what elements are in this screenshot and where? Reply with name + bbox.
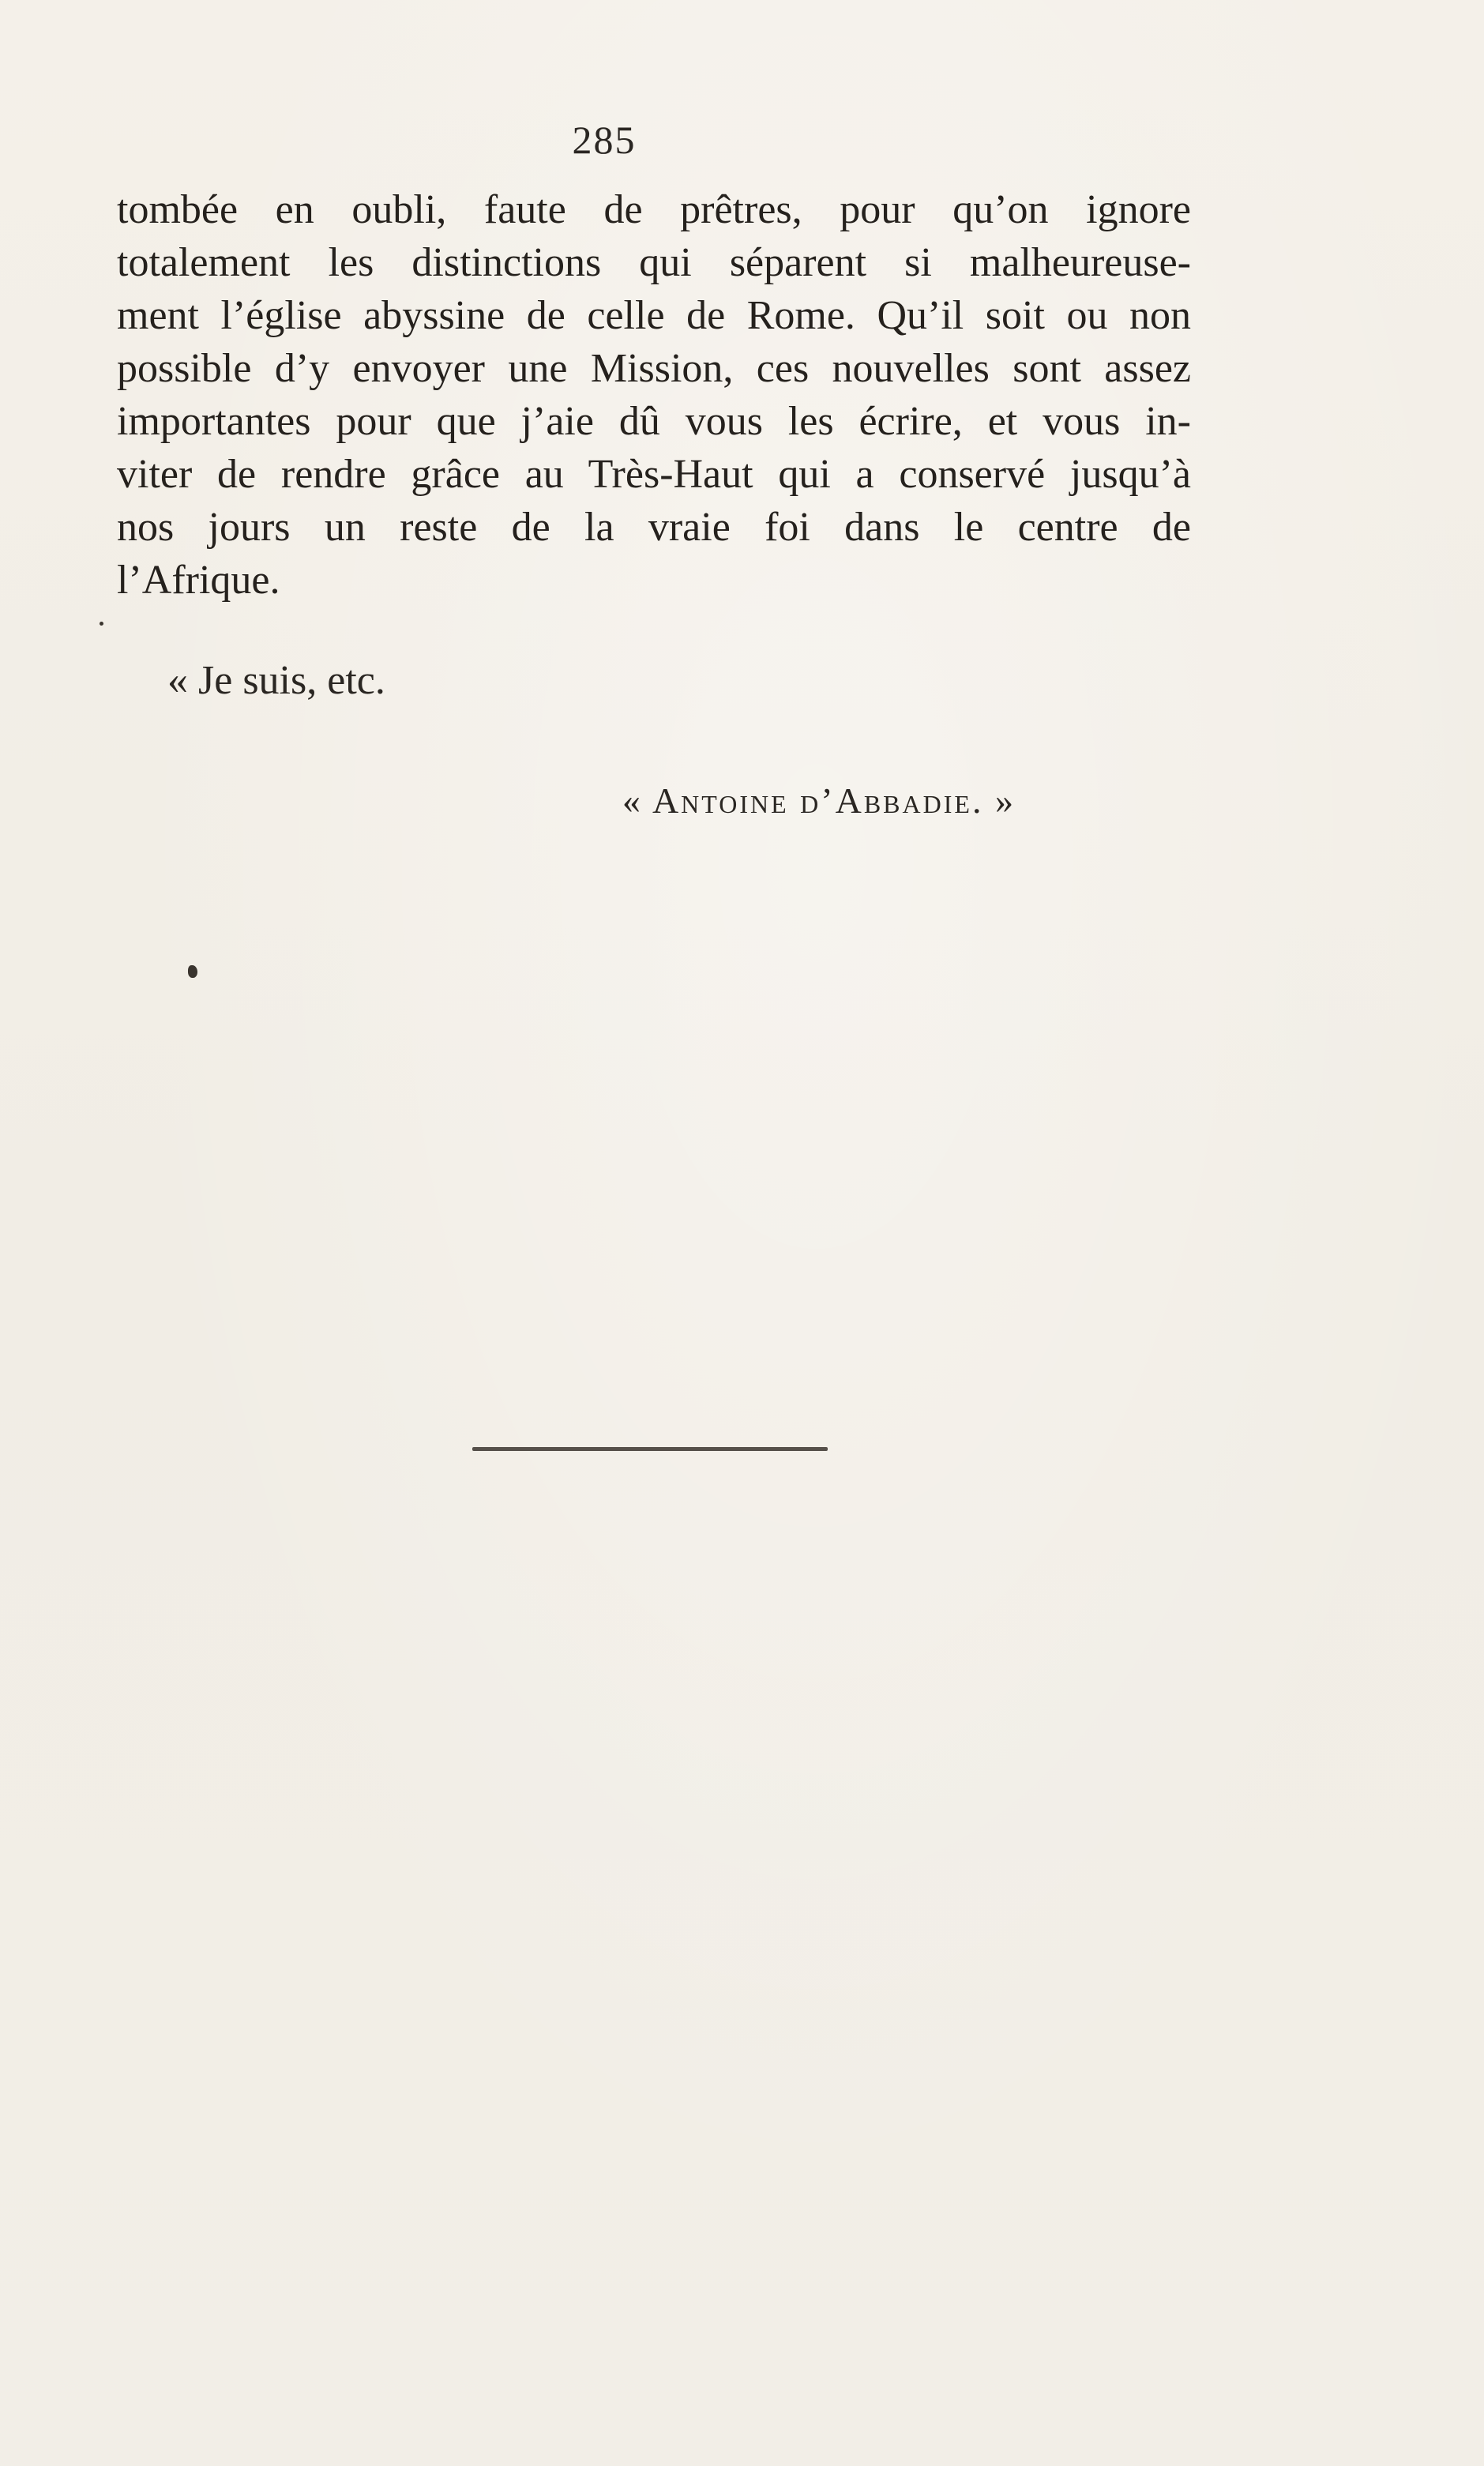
text-line: ment l’église abyssine de celle de Rome. Qu’il soit ou non (117, 293, 1191, 338)
text-line: l’Afrique. (117, 558, 280, 603)
closing-line: « Je suis, etc. (167, 658, 385, 703)
body-paragraph (117, 183, 1191, 607)
ink-mark (188, 965, 197, 978)
text-line: possible d’y envoyer une Mission, ces nouvelles sont assez (117, 346, 1191, 391)
text-line: viter de rendre grâce au Très-Haut qui a conservé jusqu’à (117, 452, 1191, 497)
ink-speck (100, 622, 103, 626)
text-line: nos jours un reste de la vraie foi dans le centre de (117, 505, 1191, 550)
text-line: tombée en oubli, faute de prêtres, pour qu’on ignore (117, 187, 1191, 232)
text-line: totalement les distinctions qui séparent si malheureuse- (117, 240, 1191, 285)
text-line: importantes pour que j’aie dû vous les écrire, et vous in- (117, 399, 1191, 444)
signature: « Antoine d’Abbadie. » (622, 780, 1016, 821)
page-number: 285 (572, 118, 637, 162)
section-rule (472, 1447, 828, 1451)
